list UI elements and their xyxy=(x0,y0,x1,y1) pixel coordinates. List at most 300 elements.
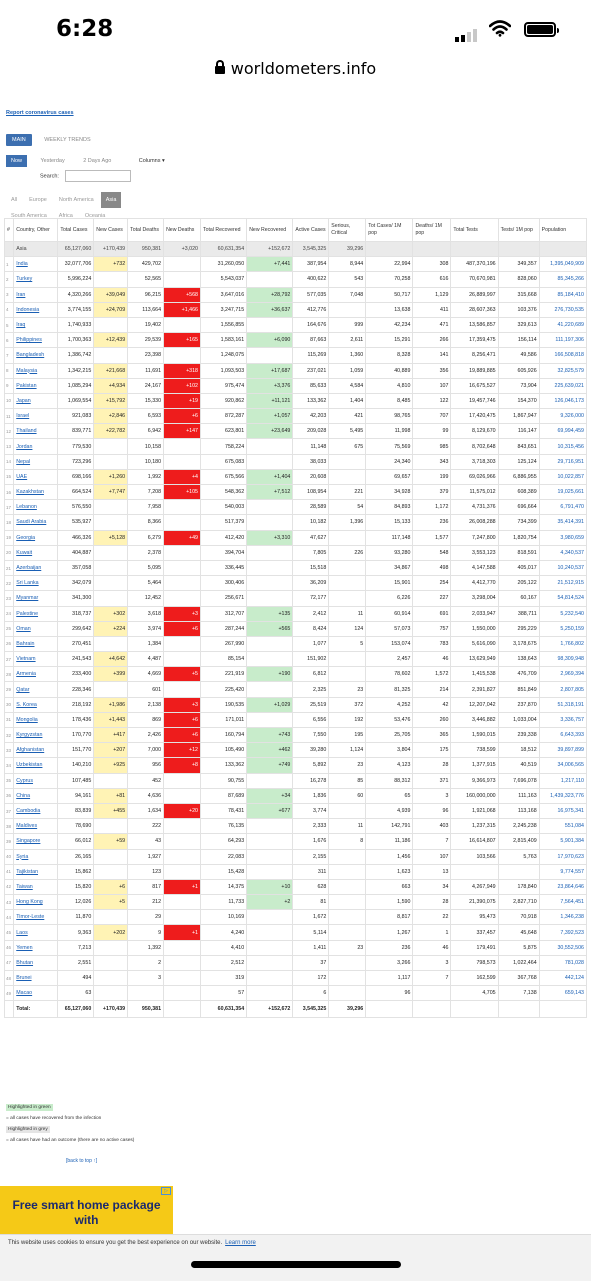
data-cell xyxy=(413,242,451,257)
data-cell: +302 xyxy=(94,606,128,621)
data-cell: 84,893 xyxy=(366,500,413,515)
country-cell[interactable]: Taiwan xyxy=(14,879,58,894)
table-row xyxy=(5,454,587,469)
row-number: 48 xyxy=(5,971,14,986)
region-south-america[interactable]: South America xyxy=(11,213,47,219)
table-row xyxy=(5,910,587,925)
data-cell: 1,572 xyxy=(413,667,451,682)
data-cell: 164,676 xyxy=(293,317,329,332)
tab-weekly-trends[interactable]: WEEKLY TRENDS xyxy=(44,137,91,143)
data-cell: 49,586 xyxy=(498,348,539,363)
data-cell: 4,412,770 xyxy=(451,576,498,591)
row-number: 34 xyxy=(5,758,14,773)
data-cell: 405,017 xyxy=(498,560,539,575)
data-cell: 36,209 xyxy=(293,576,329,591)
data-cell: +23,649 xyxy=(247,424,293,439)
table-row xyxy=(5,500,587,515)
data-cell: 4,705 xyxy=(451,986,498,1001)
data-cell: 42,234 xyxy=(366,317,413,332)
table-row xyxy=(5,621,587,636)
data-cell: 675 xyxy=(329,439,366,454)
data-cell: 25,519 xyxy=(293,697,329,712)
country-cell[interactable]: Saudi Arabia xyxy=(14,515,58,530)
data-cell: 241,543 xyxy=(58,652,94,667)
data-cell: 498 xyxy=(413,560,451,575)
data-cell xyxy=(247,500,293,515)
country-cell[interactable]: Malaysia xyxy=(14,363,58,378)
data-cell: 11,733 xyxy=(201,895,247,910)
view-tabs xyxy=(6,128,99,146)
data-cell: 151,902 xyxy=(293,652,329,667)
table-row xyxy=(5,834,587,849)
data-cell: +1 xyxy=(164,925,201,940)
data-cell: 411 xyxy=(413,302,451,317)
data-cell xyxy=(94,682,128,697)
data-cell xyxy=(247,940,293,955)
row-number: 39 xyxy=(5,834,14,849)
data-cell xyxy=(247,576,293,591)
data-cell: 51,318,191 xyxy=(539,697,586,712)
country-cell[interactable]: Timor-Leste xyxy=(14,910,58,925)
country-cell[interactable]: Cyprus xyxy=(14,773,58,788)
country-cell[interactable]: Pakistan xyxy=(14,378,58,393)
data-cell: +20 xyxy=(164,803,201,818)
data-cell: 400,622 xyxy=(293,272,329,287)
data-cell: 156,114 xyxy=(498,333,539,348)
data-cell: 295,229 xyxy=(498,621,539,636)
data-cell: 3,980,659 xyxy=(539,530,586,545)
data-cell: 276,730,535 xyxy=(539,302,586,317)
lock-icon xyxy=(215,66,225,74)
data-cell: 476,709 xyxy=(498,667,539,682)
ad-text: Free smart home package with xyxy=(12,1198,161,1227)
data-cell: 113,664 xyxy=(128,302,164,317)
data-cell: 5 xyxy=(329,636,366,651)
data-cell: 4,731,376 xyxy=(451,500,498,515)
country-cell[interactable]: Palestine xyxy=(14,606,58,621)
data-cell: 7,208 xyxy=(128,485,164,500)
row-number: 44 xyxy=(5,910,14,925)
tab-yesterday[interactable]: Yesterday xyxy=(40,158,65,164)
data-cell: 696,664 xyxy=(498,500,539,515)
data-cell: +28,792 xyxy=(247,287,293,302)
data-cell: 13 xyxy=(413,864,451,879)
data-cell: 8,424 xyxy=(293,621,329,636)
region-africa[interactable]: Africa xyxy=(58,213,73,219)
data-cell: 133,362 xyxy=(293,393,329,408)
data-cell xyxy=(329,667,366,682)
country-cell[interactable]: Kazakhstan xyxy=(14,485,58,500)
data-cell: 1,456 xyxy=(366,849,413,864)
data-cell: +3,376 xyxy=(247,378,293,393)
country-cell[interactable]: Georgia xyxy=(14,530,58,545)
country-cell[interactable]: Jordan xyxy=(14,439,58,454)
country-cell[interactable]: Japan xyxy=(14,393,58,408)
data-cell: 117,148 xyxy=(366,530,413,545)
data-cell xyxy=(164,272,201,287)
row-number: 23 xyxy=(5,591,14,606)
country-cell[interactable]: Yemen xyxy=(14,940,58,955)
data-cell: 111,197,306 xyxy=(539,333,586,348)
data-cell: 111,163 xyxy=(498,788,539,803)
data-cell: 7,247,800 xyxy=(451,530,498,545)
data-cell: +34 xyxy=(247,788,293,803)
row-number: 14 xyxy=(5,454,14,469)
country-cell[interactable]: Afghanistan xyxy=(14,743,58,758)
cookie-text xyxy=(8,1240,256,1246)
row-number: 8 xyxy=(5,363,14,378)
country-cell[interactable]: Bahrain xyxy=(14,636,58,651)
data-cell: +10 xyxy=(247,879,293,894)
column-header[interactable]: Serious, Critical xyxy=(329,219,366,242)
data-cell: 175 xyxy=(413,743,451,758)
data-cell: +6 xyxy=(164,712,201,727)
data-cell xyxy=(164,439,201,454)
data-cell: 577,035 xyxy=(293,287,329,302)
data-cell: 70,918 xyxy=(498,910,539,925)
region-oceania[interactable]: Oceania xyxy=(84,213,106,219)
data-cell: 13,638 xyxy=(366,302,413,317)
cookie-message: This website uses cookies to ensure you get the best experience on our website. xyxy=(8,1240,223,1246)
data-cell: 46 xyxy=(413,652,451,667)
country-cell[interactable]: Brunei xyxy=(14,971,58,986)
data-cell xyxy=(94,971,128,986)
region-asia[interactable]: Asia xyxy=(101,192,122,208)
data-cell: 1,590 xyxy=(366,895,413,910)
data-cell: +568 xyxy=(164,287,201,302)
column-header[interactable]: Deaths/ 1M pop xyxy=(413,219,451,242)
column-header[interactable]: Country, Other xyxy=(14,219,58,242)
data-cell: +565 xyxy=(247,621,293,636)
tab-2-days-ago[interactable]: 2 Days Ago xyxy=(83,158,112,164)
data-cell: 11,148 xyxy=(293,439,329,454)
column-header[interactable]: New Recovered xyxy=(247,219,293,242)
data-cell: 2,815,409 xyxy=(498,834,539,849)
data-cell: 950,381 xyxy=(128,242,164,257)
data-cell: 452 xyxy=(128,773,164,788)
data-cell: 551,084 xyxy=(539,819,586,834)
data-cell: 3,804 xyxy=(366,743,413,758)
country-cell[interactable]: Turkey xyxy=(14,272,58,287)
data-cell: 15,133 xyxy=(366,515,413,530)
data-cell xyxy=(247,454,293,469)
column-header[interactable]: Active Cases xyxy=(293,219,329,242)
data-cell: 675,566 xyxy=(201,469,247,484)
row-number: 13 xyxy=(5,439,14,454)
legend xyxy=(6,1102,306,1146)
data-cell: 12,452 xyxy=(128,591,164,606)
home-indicator[interactable] xyxy=(191,1261,401,1268)
row-number: 28 xyxy=(5,667,14,682)
data-cell xyxy=(329,849,366,864)
data-cell: 38,033 xyxy=(293,454,329,469)
country-cell[interactable]: Iraq xyxy=(14,317,58,332)
ad-banner[interactable] xyxy=(0,1186,173,1236)
cookie-banner xyxy=(0,1234,591,1281)
country-cell[interactable]: Maldives xyxy=(14,819,58,834)
country-cell[interactable]: Mongolia xyxy=(14,712,58,727)
country-cell: Asia xyxy=(14,242,58,257)
data-cell: 23,864,646 xyxy=(539,879,586,894)
data-cell: 7,048 xyxy=(329,287,366,302)
region-north-america[interactable]: North America xyxy=(58,197,94,203)
column-header[interactable]: Total Cases xyxy=(58,219,94,242)
row-number: 11 xyxy=(5,409,14,424)
data-cell: 2,391,827 xyxy=(451,682,498,697)
data-cell xyxy=(247,712,293,727)
data-cell: 13,629,949 xyxy=(451,652,498,667)
tab-now[interactable]: Now xyxy=(6,155,27,167)
data-cell: 1,992 xyxy=(128,469,164,484)
row-number: 6 xyxy=(5,333,14,348)
data-cell: 1,623 xyxy=(366,864,413,879)
data-cell: 675,083 xyxy=(201,454,247,469)
data-cell: 535,927 xyxy=(58,515,94,530)
columns-dropdown[interactable] xyxy=(139,158,165,164)
data-cell: +5,128 xyxy=(94,530,128,545)
data-cell: 15,820 xyxy=(58,879,94,894)
data-cell: 1,129 xyxy=(413,287,451,302)
country-cell[interactable]: Armenia xyxy=(14,667,58,682)
data-cell xyxy=(329,895,366,910)
column-header[interactable]: Population xyxy=(539,219,586,242)
table-row xyxy=(5,409,587,424)
country-cell[interactable]: Bangladesh xyxy=(14,348,58,363)
data-cell: 171,011 xyxy=(201,712,247,727)
data-cell: 28,607,363 xyxy=(451,302,498,317)
country-cell[interactable]: Thailand xyxy=(14,424,58,439)
country-cell[interactable]: Macao xyxy=(14,986,58,1001)
data-cell: 349,357 xyxy=(498,257,539,272)
ad-choices-icon[interactable]: ▷ xyxy=(161,1187,171,1195)
data-cell xyxy=(413,1001,451,1018)
data-cell: 371 xyxy=(413,773,451,788)
country-cell[interactable]: China xyxy=(14,788,58,803)
data-cell: 5,892 xyxy=(293,758,329,773)
data-cell: 50,717 xyxy=(366,287,413,302)
learn-more-link[interactable]: Learn more xyxy=(225,1240,256,1246)
country-cell[interactable]: Vietnam xyxy=(14,652,58,667)
column-header[interactable]: New Cases xyxy=(94,219,128,242)
table-row xyxy=(5,682,587,697)
row-number: 37 xyxy=(5,803,14,818)
table-row xyxy=(5,545,587,560)
data-cell: 87,689 xyxy=(201,788,247,803)
data-cell: 57,073 xyxy=(366,621,413,636)
data-cell: 5,996,224 xyxy=(58,272,94,287)
data-cell: 1,404 xyxy=(329,393,366,408)
data-cell xyxy=(94,986,128,1001)
data-cell: 93,280 xyxy=(366,545,413,560)
data-cell: 839,771 xyxy=(58,424,94,439)
data-cell: +135 xyxy=(247,606,293,621)
column-header[interactable]: New Deaths xyxy=(164,219,201,242)
column-header[interactable]: Total Tests xyxy=(451,219,498,242)
back-to-top-link[interactable]: [back to top ↑] xyxy=(66,1158,98,1164)
data-cell: 950,381 xyxy=(128,1001,164,1018)
data-cell: 20,608 xyxy=(293,469,329,484)
data-cell: 14,375 xyxy=(201,879,247,894)
country-cell[interactable]: Kyrgyzstan xyxy=(14,728,58,743)
data-cell xyxy=(451,864,498,879)
data-cell: 1,396 xyxy=(329,515,366,530)
row-number: 35 xyxy=(5,773,14,788)
column-header[interactable]: Tests/ 1M pop xyxy=(498,219,539,242)
data-cell: 26,008,288 xyxy=(451,515,498,530)
data-cell: 26,165 xyxy=(58,849,94,864)
country-cell[interactable]: Azerbaijan xyxy=(14,560,58,575)
data-cell: 7,550 xyxy=(293,728,329,743)
data-cell xyxy=(329,955,366,970)
data-cell xyxy=(94,439,128,454)
data-cell: 78,602 xyxy=(366,667,413,682)
data-cell: +6,090 xyxy=(247,333,293,348)
address-bar[interactable] xyxy=(0,54,591,90)
column-header[interactable]: Tot Cases/ 1M pop xyxy=(366,219,413,242)
data-cell xyxy=(366,242,413,257)
data-cell: +3,310 xyxy=(247,530,293,545)
country-cell[interactable]: Cambodia xyxy=(14,803,58,818)
data-cell: 1,820,754 xyxy=(498,530,539,545)
data-cell: 81 xyxy=(293,895,329,910)
data-cell xyxy=(94,317,128,332)
country-cell[interactable]: Uzbekistan xyxy=(14,758,58,773)
tab-main[interactable]: MAIN xyxy=(6,134,32,146)
data-cell: 1,921,068 xyxy=(451,803,498,818)
country-cell[interactable]: India xyxy=(14,257,58,272)
data-cell: 113,168 xyxy=(498,803,539,818)
data-cell: 2,412 xyxy=(293,606,329,621)
search-label: Search: xyxy=(40,173,59,180)
data-cell: 16,975,341 xyxy=(539,803,586,818)
column-header[interactable]: # xyxy=(5,219,14,242)
country-cell[interactable]: Singapore xyxy=(14,834,58,849)
country-cell[interactable]: Syria xyxy=(14,849,58,864)
data-cell: 311 xyxy=(293,864,329,879)
region-all[interactable]: All xyxy=(11,197,18,203)
data-cell: 66,012 xyxy=(58,834,94,849)
data-cell: 1 xyxy=(413,925,451,940)
data-cell xyxy=(94,500,128,515)
data-cell: 54 xyxy=(329,500,366,515)
data-cell: 1,033,004 xyxy=(498,712,539,727)
data-cell: +1,057 xyxy=(247,409,293,424)
table-row xyxy=(5,819,587,834)
data-cell: 2,807,805 xyxy=(539,682,586,697)
data-cell xyxy=(164,819,201,834)
country-cell[interactable]: Iran xyxy=(14,287,58,302)
column-header[interactable]: Total Deaths xyxy=(128,219,164,242)
data-cell: 2,551 xyxy=(58,955,94,970)
data-cell: 19,889,885 xyxy=(451,363,498,378)
data-cell: 88,312 xyxy=(366,773,413,788)
data-cell: 22,994 xyxy=(366,257,413,272)
data-cell: 329,613 xyxy=(498,317,539,332)
data-cell: 548,362 xyxy=(201,485,247,500)
data-cell: 24,340 xyxy=(366,454,413,469)
row-number: 21 xyxy=(5,560,14,575)
data-cell: +318 xyxy=(164,363,201,378)
data-cell xyxy=(164,834,201,849)
data-cell: 63 xyxy=(58,986,94,1001)
table-row xyxy=(5,485,587,500)
data-cell: +190 xyxy=(247,667,293,682)
data-cell: 664,524 xyxy=(58,485,94,500)
country-cell[interactable]: Hong Kong xyxy=(14,895,58,910)
table-row xyxy=(5,712,587,727)
data-cell xyxy=(164,986,201,1001)
data-cell: 734,399 xyxy=(498,515,539,530)
data-cell: 98,765 xyxy=(366,409,413,424)
data-cell xyxy=(498,1001,539,1018)
column-header[interactable]: Total Recovered xyxy=(201,219,247,242)
country-cell[interactable]: Israel xyxy=(14,409,58,424)
country-cell[interactable]: Bhutan xyxy=(14,955,58,970)
data-cell: 60 xyxy=(329,788,366,803)
data-cell: 214 xyxy=(413,682,451,697)
country-cell[interactable]: UAE xyxy=(14,469,58,484)
country-cell[interactable]: Philippines xyxy=(14,333,58,348)
data-cell: 7 xyxy=(413,834,451,849)
data-cell xyxy=(164,348,201,363)
data-cell xyxy=(329,530,366,545)
country-cell[interactable]: Myanmar xyxy=(14,591,58,606)
country-cell[interactable]: Oman xyxy=(14,621,58,636)
data-cell: 4,410 xyxy=(201,940,247,955)
data-cell: 999 xyxy=(329,317,366,332)
country-cell[interactable]: Sri Lanka xyxy=(14,576,58,591)
legend-green-label: Highlighted in green xyxy=(8,1105,51,1110)
report-cases-link[interactable]: Report coronavirus cases xyxy=(6,110,74,116)
country-cell[interactable]: Laos xyxy=(14,925,58,940)
data-cell: 15,291 xyxy=(366,333,413,348)
data-cell: 7,392,523 xyxy=(539,925,586,940)
country-cell[interactable]: Kuwait xyxy=(14,545,58,560)
table-row xyxy=(5,393,587,408)
country-cell[interactable]: Lebanon xyxy=(14,500,58,515)
country-cell[interactable]: S. Korea xyxy=(14,697,58,712)
data-cell: 421 xyxy=(329,409,366,424)
data-cell: +3 xyxy=(164,606,201,621)
row-number: 25 xyxy=(5,621,14,636)
table-row xyxy=(5,849,587,864)
data-cell xyxy=(247,986,293,1001)
data-cell: 81,325 xyxy=(366,682,413,697)
data-cell: 23,398 xyxy=(128,348,164,363)
data-cell: 16,614,807 xyxy=(451,834,498,849)
data-cell: 2,333 xyxy=(293,819,329,834)
data-cell: 39,897,899 xyxy=(539,743,586,758)
data-cell: +6 xyxy=(164,621,201,636)
data-cell xyxy=(247,439,293,454)
region-europe[interactable]: Europe xyxy=(29,197,47,203)
battery-icon xyxy=(524,22,556,37)
table-row xyxy=(5,363,587,378)
country-cell[interactable]: Tajikistan xyxy=(14,864,58,879)
row-number xyxy=(5,242,14,257)
country-cell[interactable]: Nepal xyxy=(14,454,58,469)
data-cell: 195 xyxy=(329,728,366,743)
search-input[interactable] xyxy=(65,170,131,182)
data-cell: 818,591 xyxy=(498,545,539,560)
data-cell: 2,512 xyxy=(201,955,247,970)
data-cell: 872,287 xyxy=(201,409,247,424)
data-cell: 466,326 xyxy=(58,530,94,545)
country-cell[interactable]: Indonesia xyxy=(14,302,58,317)
country-cell[interactable]: Qatar xyxy=(14,682,58,697)
data-cell xyxy=(539,242,586,257)
data-cell: 387,954 xyxy=(293,257,329,272)
